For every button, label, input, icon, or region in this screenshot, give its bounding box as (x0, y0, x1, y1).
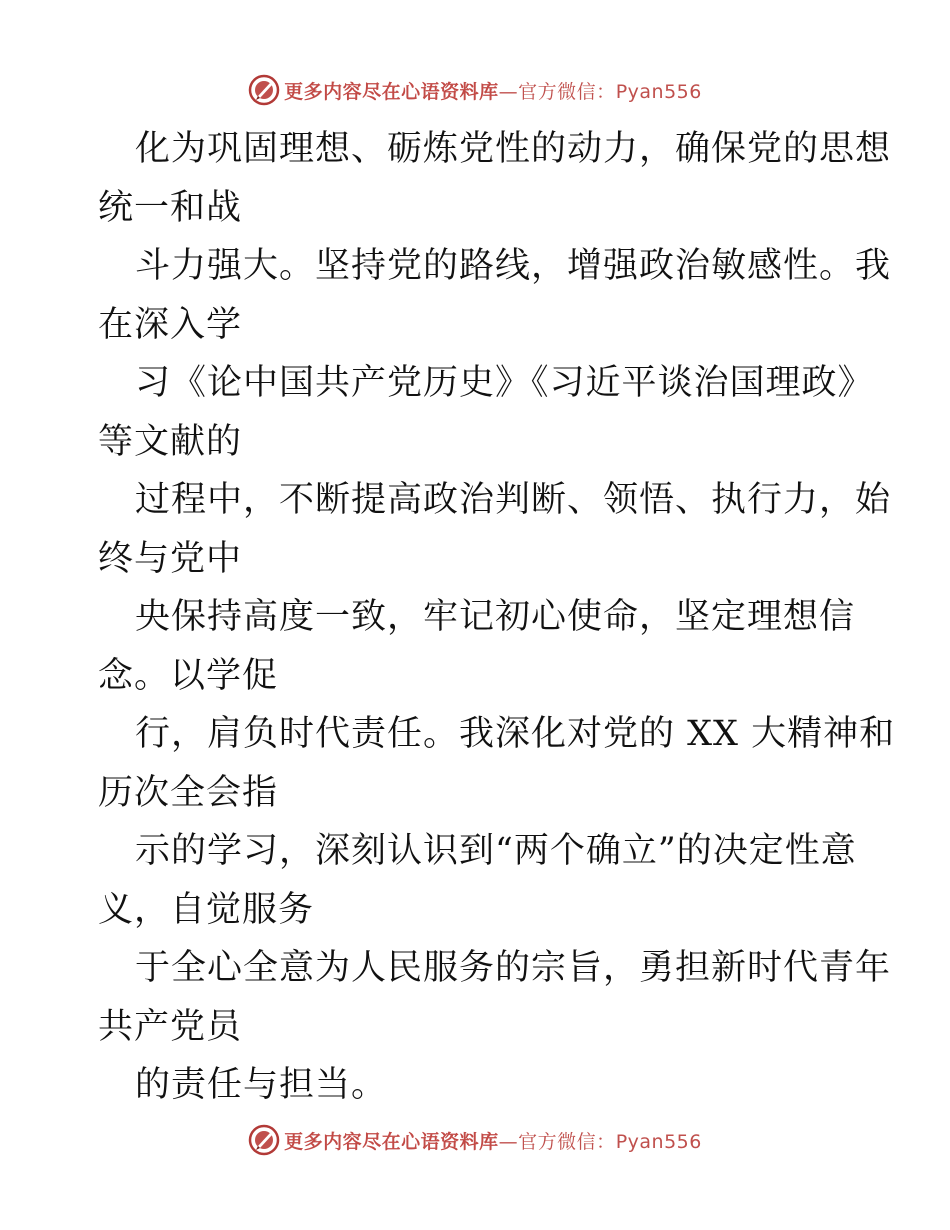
banner-wechat-id: Pyan556 (615, 1130, 702, 1153)
text-line: 的责任与担当。 (135, 1065, 388, 1105)
banner-dash: — (498, 1130, 519, 1153)
text-line: 斗力强大。坚持党的路线，增强政治敏感性。我 (135, 246, 892, 286)
text-line: 历次全会指 (98, 772, 279, 813)
text-line: 化为巩固理想、砺炼党性的动力，确保党的思想 (135, 129, 892, 169)
text-line: 念。以学促 (98, 655, 279, 696)
text-line: 共产党员 (98, 1006, 243, 1047)
banner-official-label: 官方微信： (518, 1130, 616, 1153)
banner-wechat-id: Pyan556 (615, 80, 702, 103)
text-line: 在深入学 (98, 304, 243, 345)
banner-text (284, 1127, 702, 1154)
text-line: 义，自觉服务 (98, 889, 315, 930)
banner-official-label: 官方微信： (518, 80, 616, 103)
footer-banner (0, 1120, 950, 1160)
text-line: 等文献的 (98, 421, 243, 462)
text-line: 习《论中国共产党历史》《习近平谈治国理政》 (135, 363, 874, 403)
pen-logo-icon (248, 74, 280, 106)
text-line: 于全心全意为人民服务的宗旨，勇担新时代青年 (135, 948, 892, 988)
pen-logo-icon (248, 1124, 280, 1156)
banner-main-text: 更多内容尽在心语资料库 (284, 80, 499, 103)
header-banner (0, 70, 950, 110)
text-line: 终与党中 (98, 538, 243, 579)
text-line: 过程中，不断提高政治判断、领悟、执行力，始 (135, 480, 892, 520)
text-line: 统一和战 (98, 187, 243, 228)
document-body (98, 120, 896, 1115)
text-line: 行，肩负时代责任。我深化对党的 XX 大精神和 (135, 714, 896, 754)
text-line: 示的学习，深刻认识到“两个确立”的决定性意 (135, 831, 857, 871)
banner-main-text: 更多内容尽在心语资料库 (284, 1130, 499, 1153)
banner-dash: — (498, 80, 519, 103)
banner-text (284, 77, 702, 104)
text-line: 央保持高度一致，牢记初心使命，坚定理想信 (135, 597, 856, 637)
